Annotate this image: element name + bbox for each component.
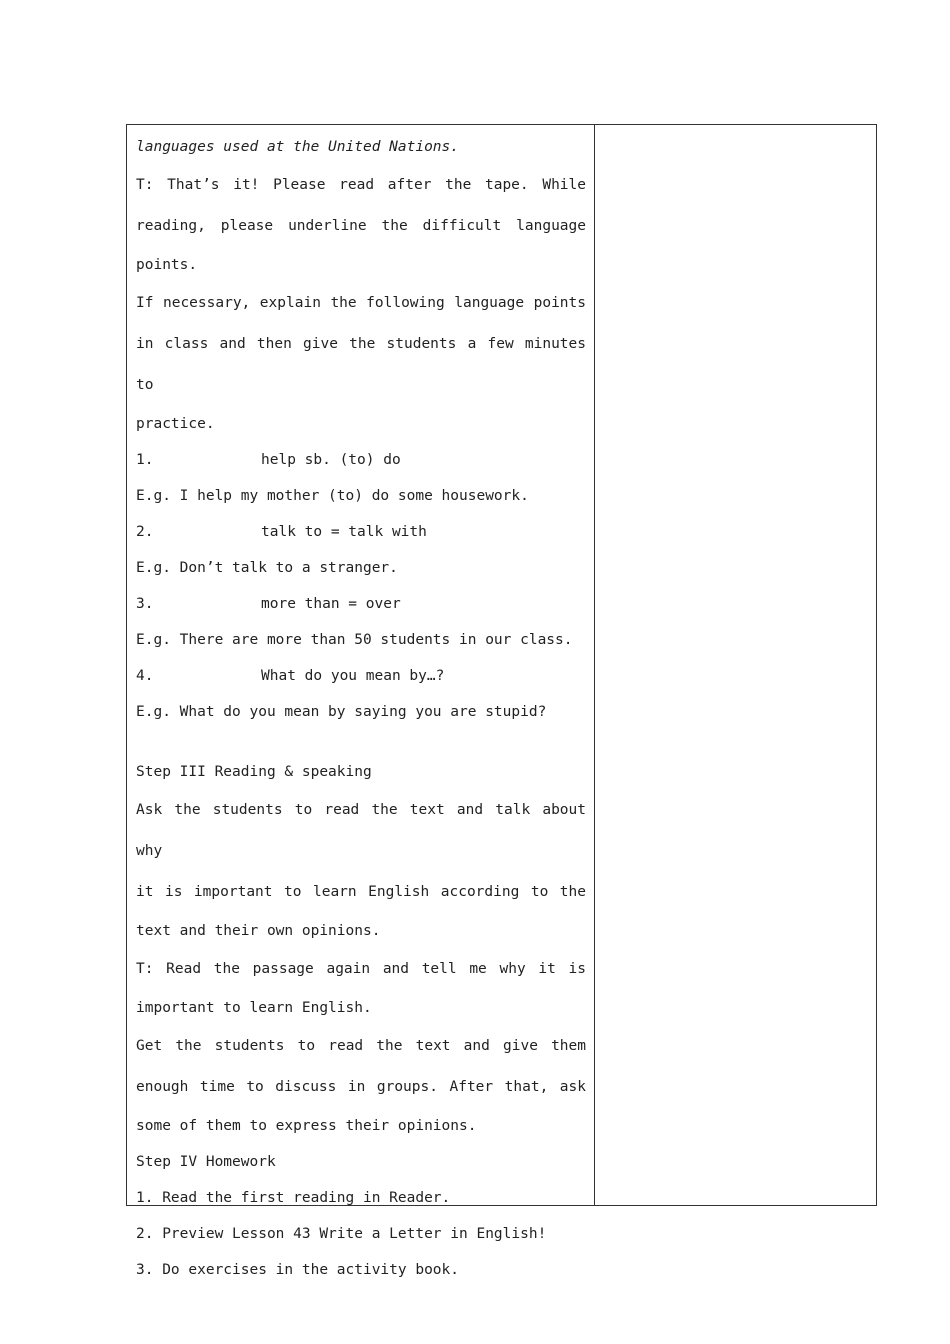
language-point-example: E.g. I help my mother (to) do some housework. xyxy=(136,488,529,504)
language-point-phrase: more than = over xyxy=(261,596,401,612)
paragraph-read-tape-line-2: reading, please underline the difficult language xyxy=(136,218,586,234)
paragraph-discuss-line-3: some of them to express their opinions. xyxy=(136,1118,477,1134)
homework-item-1: 1. Read the first reading in Reader. xyxy=(136,1190,451,1206)
paragraph-read-tape-line-3: points. xyxy=(136,257,198,273)
paragraph-explain-line-3: practice. xyxy=(136,416,215,432)
language-point-phrase: talk to = talk with xyxy=(261,524,427,540)
intro-line: languages used at the United Nations. xyxy=(136,139,460,155)
language-point-example: E.g. There are more than 50 students in our class. xyxy=(136,632,573,648)
paragraph-passage-line-1: T: Read the passage again and tell me why it is xyxy=(136,961,586,977)
language-point-1 xyxy=(136,442,586,478)
paragraph-explain-line-1: If necessary, explain the following language points xyxy=(136,295,586,311)
lesson-plan-table xyxy=(126,124,877,1278)
paragraph-reading-line-2: it is important to learn English according to the xyxy=(136,884,586,900)
step-3-heading: Step III Reading & speaking xyxy=(136,764,372,780)
homework-item-2: 2. Preview Lesson 43 Write a Letter in English! xyxy=(136,1226,547,1242)
procedure-cell xyxy=(127,125,594,1278)
language-point-example: E.g. What do you mean by saying you are stupid? xyxy=(136,704,547,720)
language-point-number: 2. xyxy=(136,524,154,540)
language-point-4 xyxy=(136,658,586,694)
notes-cell xyxy=(595,125,876,1205)
paragraph-reading-line-1: Ask the students to read the text and talk about why xyxy=(136,802,586,859)
step-4-heading: Step IV Homework xyxy=(136,1154,276,1170)
language-point-phrase: What do you mean by…? xyxy=(261,668,445,684)
paragraph-reading-line-3: text and their own opinions. xyxy=(136,923,381,939)
paragraph-read-tape-line-1: T: That’s it! Please read after the tape. While xyxy=(136,177,586,193)
language-point-phrase: help sb. (to) do xyxy=(261,452,401,468)
language-point-number: 4. xyxy=(136,668,154,684)
language-point-3 xyxy=(136,586,586,622)
paragraph-discuss-line-1: Get the students to read the text and give them xyxy=(136,1038,586,1054)
paragraph-discuss-line-2: enough time to discuss in groups. After that, ask xyxy=(136,1079,586,1095)
language-point-number: 3. xyxy=(136,596,154,612)
homework-item-3: 3. Do exercises in the activity book. xyxy=(136,1262,460,1278)
paragraph-passage-line-2: important to learn English. xyxy=(136,1000,372,1016)
language-point-example: E.g. Don’t talk to a stranger. xyxy=(136,560,398,576)
paragraph-explain-line-2: in class and then give the students a few minutes to xyxy=(136,336,586,393)
language-point-number: 1. xyxy=(136,452,154,468)
language-point-2 xyxy=(136,514,586,550)
spacer xyxy=(136,730,586,754)
